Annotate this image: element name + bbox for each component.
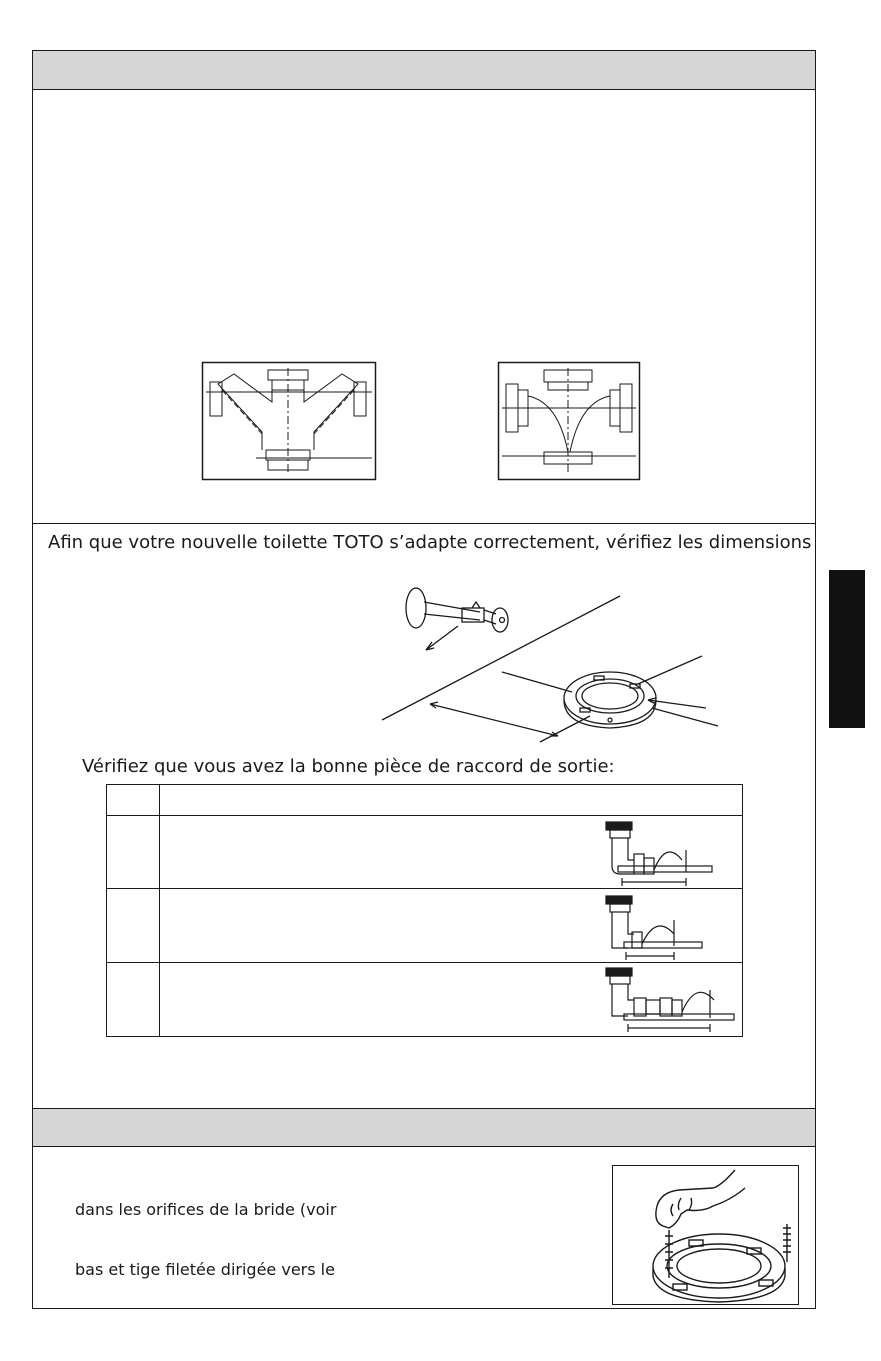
section-divider bbox=[33, 523, 815, 524]
hand-inserting-bolt-icon bbox=[613, 1166, 798, 1304]
table-row bbox=[107, 815, 742, 816]
install-text-line-2: bas et tige filetée dirigée vers le bbox=[75, 1260, 335, 1279]
check-adapter-text: Vérifiez que vous avez la bonne pièce de raccord de sortie: bbox=[82, 756, 615, 777]
section-header-band-install bbox=[33, 1108, 815, 1147]
floor-flange-icon bbox=[564, 672, 656, 728]
table-row bbox=[107, 888, 742, 889]
water-supply-valve-icon bbox=[406, 588, 508, 650]
double-wye-fitting-icon bbox=[202, 362, 376, 480]
outlet-adapter-icon bbox=[604, 820, 714, 888]
install-text-line-1: dans les orifices de la bride (voir bbox=[75, 1200, 337, 1219]
section-header-band-top bbox=[33, 51, 815, 90]
install-illustration-frame bbox=[612, 1165, 799, 1305]
language-side-tab bbox=[829, 570, 865, 728]
outlet-adapter-icon bbox=[604, 894, 704, 962]
rough-in-diagram bbox=[380, 580, 720, 750]
outlet-adapter-icon bbox=[604, 966, 736, 1034]
table-row bbox=[107, 962, 742, 963]
table-column-divider bbox=[159, 785, 160, 1036]
intro-text: Afin que votre nouvelle toilette TOTO s’adapte correctement, vérifiez les dimensions bbox=[48, 532, 812, 553]
sanitary-cross-fitting-icon bbox=[498, 362, 640, 480]
